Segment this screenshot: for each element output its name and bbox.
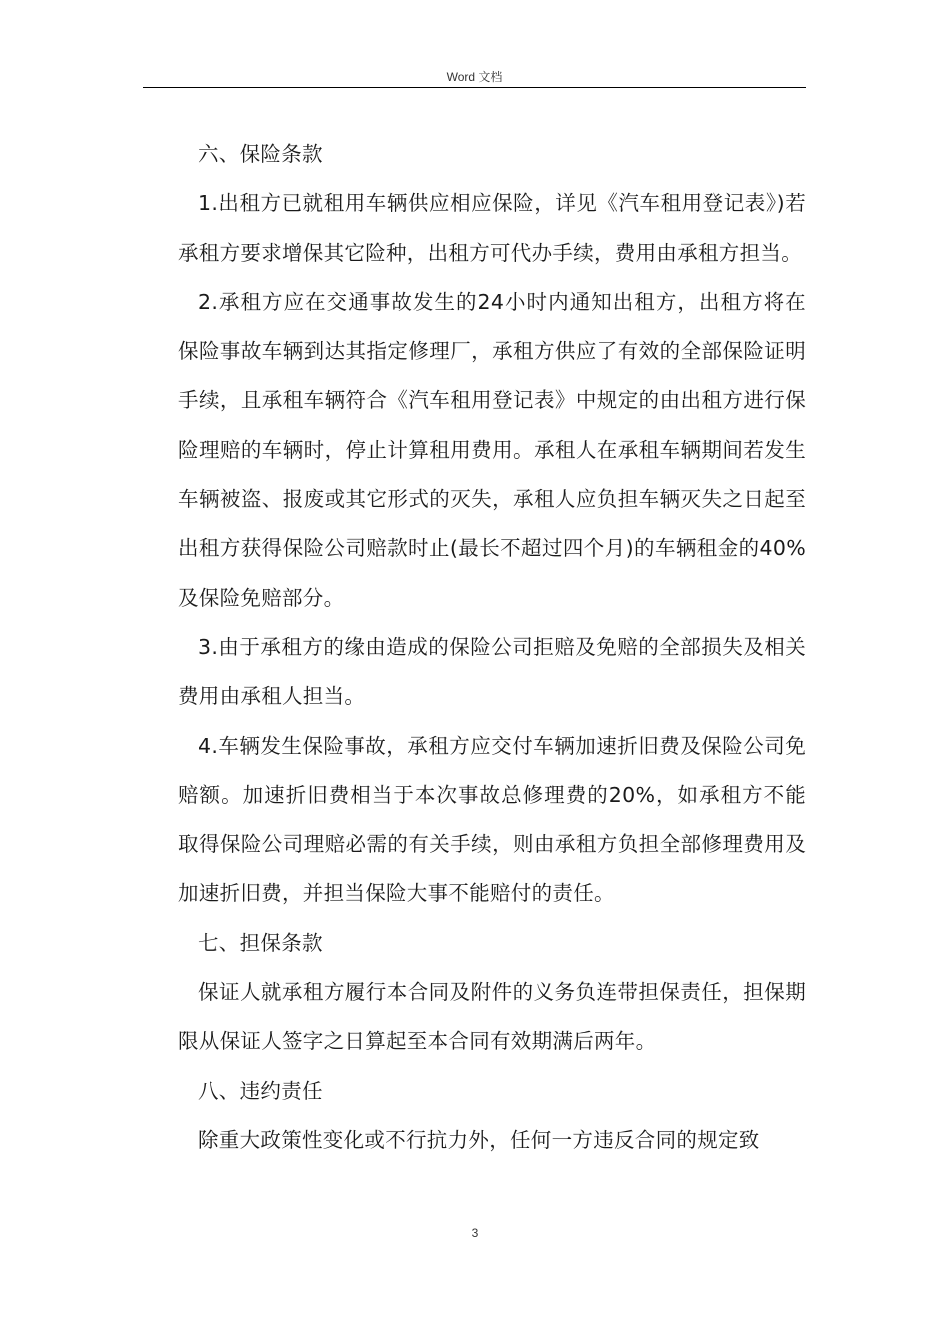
paragraph-insurance-1: 1.出租方已就租用车辆供应相应保险，详见《汽车租用登记表》)若承租方要求增保其它险种，出租方可代办手续，费用由承租方担当。 — [178, 191, 806, 265]
paragraph-insurance-4: 4.车辆发生保险事故，承租方应交付车辆加速折旧费及保险公司免赔额。加速折旧费相当于本次事故总修理费的20%，如承租方不能取得保险公司理赔必需的有关手续，则由承租方负担全部修理费用及加速折旧费，并担当保险大事不能赔付的责任。 — [178, 733, 806, 906]
page-header: Word 文档 — [446, 70, 503, 84]
section-heading-liability: 八、违约责任 — [198, 1078, 323, 1103]
paragraph-insurance-2: 2.承租方应在交通事故发生的24小时内通知出租方，出租方将在保险事故车辆到达其指定修理厂，承租方供应了有效的全部保险证明手续，且承租车辆符合《汽车租用登记表》中规定的由出租方进行保险理赔的车辆时，停止计算租用费用。承租人在承租车辆期间若发生车辆被盗、报废或其它形式的灭失，承租人应负担车辆灭失之日起至出租方获得保险公司赔款时止(最长不超过四个月)的车辆租金的40%及保险免赔部分。 — [178, 289, 806, 610]
paragraph-guarantee: 保证人就承租方履行本合同及附件的义务负连带担保责任，担保期限从保证人签字之日算起至本合同有效期满后两年。 — [178, 980, 806, 1054]
page-number: 3 — [471, 1226, 479, 1240]
header-divider — [143, 87, 806, 88]
document-body — [178, 130, 806, 1165]
section-heading-guarantee: 七、担保条款 — [198, 930, 323, 955]
paragraph-insurance-3: 3.由于承租方的缘由造成的保险公司拒赔及免赔的全部损失及相关费用由承租人担当。 — [178, 634, 806, 709]
paragraph-liability: 除重大政策性变化或不行抗力外，任何一方违反合同的规定致 — [198, 1127, 760, 1152]
section-heading-insurance: 六、保险条款 — [198, 142, 323, 166]
